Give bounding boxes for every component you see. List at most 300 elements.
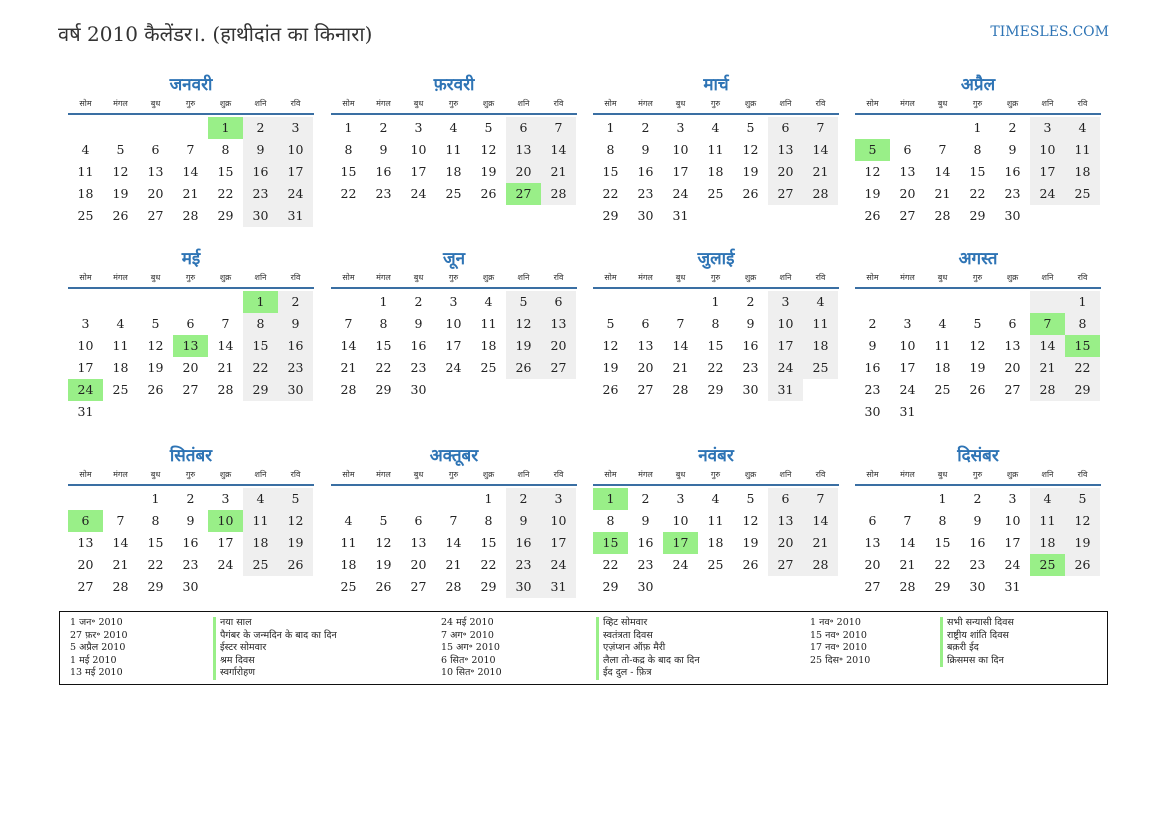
day-cell: 4 (484, 294, 493, 309)
day-cell: 18 (1030, 532, 1065, 554)
weekday-label: गुरु (972, 99, 983, 108)
day-cell: 30 (637, 579, 654, 594)
weekday-label: शुक्र (482, 273, 495, 282)
day-cell: 22 (147, 557, 164, 572)
day-cell: 14 (899, 535, 916, 550)
day-cell: 31 (899, 404, 916, 419)
empty-cell (855, 291, 890, 313)
day-grid (855, 117, 1101, 227)
day-cell: 4 (116, 316, 125, 331)
weekday-label: रवि (1077, 99, 1088, 108)
day-cell: 17 (541, 532, 576, 554)
weekday-label: रवि (815, 470, 826, 479)
day-cell: 28 (340, 382, 357, 397)
day-cell: 14 (541, 139, 576, 161)
day-cell: 24 (410, 186, 427, 201)
empty-cell (1030, 291, 1065, 313)
day-cell: 18 (112, 360, 129, 375)
day-cell: 26 (375, 579, 392, 594)
day-cell: 8 (344, 142, 353, 157)
day-cell: 9 (414, 316, 423, 331)
day-grid (855, 291, 1101, 423)
day-cell: 17 (278, 161, 313, 183)
day-cell: 6 (641, 316, 650, 331)
day-cell: 25 (77, 208, 94, 223)
day-cell: 19 (375, 557, 392, 572)
day-cell: 5 (855, 139, 890, 161)
day-cell: 6 (186, 316, 195, 331)
day-cell: 16 (243, 161, 278, 183)
weekday-label: रवि (553, 99, 564, 108)
day-cell: 25 (480, 360, 497, 375)
day-cell: 12 (375, 535, 392, 550)
day-cell: 13 (1004, 338, 1021, 353)
empty-cell (138, 291, 173, 313)
legend-date: 5 अप्रैल 2010 (70, 642, 126, 653)
day-cell: 15 (340, 164, 357, 179)
weekday-header (593, 468, 839, 486)
day-cell: 20 (637, 360, 654, 375)
day-cell: 31 (768, 379, 803, 401)
day-cell: 5 (973, 316, 982, 331)
weekday-label: शनि (254, 470, 267, 479)
day-cell: 29 (602, 579, 619, 594)
legend-date: 7 अग॰ 2010 (441, 629, 494, 641)
day-cell: 11 (112, 338, 129, 353)
day-cell: 26 (742, 557, 759, 572)
day-cell: 3 (449, 294, 458, 309)
weekday-header (855, 271, 1101, 289)
day-cell: 28 (1030, 379, 1065, 401)
day-cell: 11 (707, 142, 724, 157)
day-grid (593, 291, 839, 401)
day-cell: 15 (243, 335, 278, 357)
day-cell: 13 (506, 139, 541, 161)
day-cell: 9 (1008, 142, 1017, 157)
day-cell: 3 (768, 291, 803, 313)
day-cell: 7 (344, 316, 353, 331)
month-name: फ़रवरी (433, 75, 475, 95)
day-cell: 6 (68, 510, 103, 532)
day-cell: 24 (68, 379, 103, 401)
day-cell: 22 (217, 186, 234, 201)
day-cell: 30 (864, 404, 881, 419)
weekday-header (593, 97, 839, 115)
day-cell: 29 (602, 208, 619, 223)
day-cell: 9 (506, 510, 541, 532)
day-cell: 12 (742, 513, 759, 528)
day-cell: 4 (81, 142, 90, 157)
weekday-label: मंगल (900, 99, 915, 108)
weekday-label: शनि (254, 99, 267, 108)
day-cell: 12 (278, 510, 313, 532)
empty-cell (1030, 401, 1065, 423)
day-cell: 25 (1065, 183, 1100, 205)
weekday-label: शनि (517, 273, 530, 282)
month-name: अक्तूबर (429, 446, 479, 466)
day-cell: 11 (77, 164, 94, 179)
day-cell: 5 (506, 291, 541, 313)
day-cell: 14 (217, 338, 234, 353)
empty-cell (1065, 576, 1100, 598)
day-cell: 14 (182, 164, 199, 179)
day-cell: 8 (938, 513, 947, 528)
day-cell: 2 (746, 294, 755, 309)
day-cell: 11 (340, 535, 357, 550)
day-cell: 19 (506, 335, 541, 357)
day-cell: 27 (637, 382, 654, 397)
day-cell: 19 (969, 360, 986, 375)
day-cell: 27 (506, 183, 541, 205)
day-cell: 20 (899, 186, 916, 201)
day-cell: 5 (151, 316, 160, 331)
legend-holiday-name: ईद दुल - फ़ित्र (596, 667, 700, 680)
day-cell: 17 (663, 532, 698, 554)
weekday-label: शनि (1041, 470, 1054, 479)
weekday-label: शुक्र (744, 470, 757, 479)
legend-holiday-name: ईस्टर सोमवार (213, 642, 337, 655)
empty-cell (208, 576, 243, 598)
day-cell: 2 (379, 120, 388, 135)
legend-date: 13 मई 2010 (70, 667, 123, 678)
empty-cell (733, 205, 768, 227)
day-cell: 9 (973, 513, 982, 528)
legend-col3-dates (810, 617, 870, 667)
legend-col1-names (213, 617, 337, 680)
day-cell: 2 (641, 120, 650, 135)
day-cell: 21 (112, 557, 129, 572)
weekday-label: रवि (290, 273, 301, 282)
month-name: नवंबर (698, 446, 734, 466)
day-cell: 19 (742, 164, 759, 179)
day-cell: 15 (217, 164, 234, 179)
weekday-label: मंगल (900, 470, 915, 479)
weekday-label: गुरु (185, 99, 196, 108)
site-link[interactable]: TIMESLES.COM (990, 24, 1109, 40)
day-cell: 21 (899, 557, 916, 572)
weekday-label: रवि (815, 273, 826, 282)
month-calendar (331, 247, 577, 401)
month-name: मई (181, 249, 201, 269)
day-cell: 1 (379, 294, 388, 309)
day-cell: 25 (707, 186, 724, 201)
month-name: जनवरी (169, 75, 213, 95)
weekday-label: गुरु (972, 273, 983, 282)
day-cell: 9 (186, 513, 195, 528)
day-cell: 11 (1065, 139, 1100, 161)
legend-date: 10 सित॰ 2010 (441, 667, 502, 678)
month-calendar (855, 444, 1101, 598)
day-grid (593, 488, 839, 598)
day-cell: 1 (938, 491, 947, 506)
day-cell: 8 (243, 313, 278, 335)
day-cell: 23 (742, 360, 759, 375)
day-cell: 16 (182, 535, 199, 550)
day-cell: 15 (969, 164, 986, 179)
day-cell: 25 (934, 382, 951, 397)
day-cell: 2 (1008, 120, 1017, 135)
day-cell: 10 (1030, 139, 1065, 161)
weekday-label: बुध (675, 99, 686, 108)
day-cell: 26 (278, 554, 313, 576)
weekday-label: सोम (342, 99, 355, 108)
day-cell: 14 (803, 510, 838, 532)
empty-cell (628, 291, 663, 313)
weekday-label: शुक्र (219, 470, 232, 479)
day-cell: 5 (278, 488, 313, 510)
weekday-label: गुरु (710, 273, 721, 282)
day-cell: 30 (969, 579, 986, 594)
day-cell: 26 (602, 382, 619, 397)
empty-cell (855, 117, 890, 139)
day-cell: 13 (768, 139, 803, 161)
day-cell: 23 (506, 554, 541, 576)
day-cell: 2 (186, 491, 195, 506)
day-cell: 5 (116, 142, 125, 157)
day-cell: 29 (147, 579, 164, 594)
day-cell: 12 (742, 142, 759, 157)
day-cell: 15 (375, 338, 392, 353)
weekday-label: बुध (937, 273, 948, 282)
weekday-label: गुरु (710, 99, 721, 108)
weekday-header (68, 271, 314, 289)
month-calendar (331, 73, 577, 205)
weekday-label: गुरु (448, 470, 459, 479)
day-cell: 3 (903, 316, 912, 331)
day-cell: 27 (899, 208, 916, 223)
day-cell: 7 (116, 513, 125, 528)
empty-cell (960, 291, 995, 313)
day-cell: 8 (221, 142, 230, 157)
day-cell: 30 (243, 205, 278, 227)
day-cell: 15 (593, 532, 628, 554)
day-cell: 30 (278, 379, 313, 401)
day-cell: 4 (711, 491, 720, 506)
weekday-label: शनि (779, 470, 792, 479)
day-cell: 8 (606, 513, 615, 528)
day-cell: 18 (707, 164, 724, 179)
day-grid (331, 117, 577, 205)
weekday-label: गुरु (185, 470, 196, 479)
weekday-label: मंगल (638, 470, 653, 479)
day-cell: 16 (969, 535, 986, 550)
weekday-label: बुध (675, 273, 686, 282)
day-cell: 7 (186, 142, 195, 157)
month-calendar (593, 444, 839, 598)
day-cell: 1 (484, 491, 493, 506)
day-cell: 17 (1030, 161, 1065, 183)
day-cell: 22 (969, 186, 986, 201)
day-cell: 23 (864, 382, 881, 397)
day-cell: 10 (768, 313, 803, 335)
day-cell: 29 (707, 382, 724, 397)
day-cell: 26 (864, 208, 881, 223)
day-cell: 3 (1030, 117, 1065, 139)
empty-cell (960, 401, 995, 423)
weekday-label: शुक्र (482, 99, 495, 108)
weekday-label: बुध (413, 273, 424, 282)
day-cell: 17 (672, 164, 689, 179)
weekday-label: मंगल (376, 273, 391, 282)
day-cell: 29 (1065, 379, 1100, 401)
day-cell: 8 (711, 316, 720, 331)
day-cell: 1 (151, 491, 160, 506)
weekday-label: बुध (150, 470, 161, 479)
day-cell: 21 (934, 186, 951, 201)
day-cell: 16 (506, 532, 541, 554)
day-cell: 1 (243, 291, 278, 313)
day-cell: 28 (182, 208, 199, 223)
empty-cell (331, 488, 366, 510)
day-cell: 1 (711, 294, 720, 309)
day-cell: 24 (672, 557, 689, 572)
day-cell: 9 (868, 338, 877, 353)
day-cell: 17 (410, 164, 427, 179)
day-cell: 11 (934, 338, 951, 353)
legend-holiday-name: एज़ंप्शन ऑफ़ मैरी (596, 642, 700, 655)
day-cell: 15 (480, 535, 497, 550)
empty-cell (698, 576, 733, 598)
day-cell: 13 (864, 535, 881, 550)
month-calendar (68, 444, 314, 598)
day-cell: 22 (1065, 357, 1100, 379)
day-cell: 17 (217, 535, 234, 550)
month-name: मार्च (703, 75, 729, 95)
day-cell: 4 (1065, 117, 1100, 139)
day-cell: 4 (344, 513, 353, 528)
empty-cell (68, 488, 103, 510)
month-name: दिसंबर (957, 446, 999, 466)
day-cell: 30 (1004, 208, 1021, 223)
day-cell: 7 (1030, 313, 1065, 335)
day-cell: 22 (243, 357, 278, 379)
legend-holiday-name: क्रिसमस का दिन (940, 655, 1014, 668)
weekday-label: बुध (675, 470, 686, 479)
weekday-label: शुक्र (744, 273, 757, 282)
day-cell: 22 (340, 186, 357, 201)
day-cell: 9 (641, 513, 650, 528)
day-cell: 30 (637, 208, 654, 223)
month-calendar (68, 247, 314, 423)
weekday-label: बुध (937, 99, 948, 108)
day-cell: 25 (445, 186, 462, 201)
day-cell: 4 (449, 120, 458, 135)
day-cell: 14 (340, 338, 357, 353)
day-cell: 6 (541, 291, 576, 313)
day-cell: 29 (934, 579, 951, 594)
weekday-label: सोम (604, 99, 617, 108)
day-cell: 9 (278, 313, 313, 335)
day-cell: 26 (480, 186, 497, 201)
day-cell: 29 (375, 382, 392, 397)
empty-cell (173, 401, 208, 423)
day-cell: 12 (969, 338, 986, 353)
day-cell: 19 (278, 532, 313, 554)
legend-holiday-name: स्वर्गारोहण (213, 667, 337, 680)
day-cell: 27 (182, 382, 199, 397)
weekday-label: मंगल (113, 273, 128, 282)
weekday-label: शुक्र (219, 273, 232, 282)
month-name: अप्रैल (960, 75, 996, 95)
day-cell: 13 (637, 338, 654, 353)
day-cell: 24 (541, 554, 576, 576)
day-cell: 22 (375, 360, 392, 375)
empty-cell (803, 379, 838, 401)
day-cell: 23 (969, 557, 986, 572)
day-cell: 23 (375, 186, 392, 201)
weekday-label: मंगल (376, 99, 391, 108)
day-cell: 17 (445, 338, 462, 353)
day-cell: 28 (112, 579, 129, 594)
day-cell: 9 (746, 316, 755, 331)
legend-holiday-name: सभी सन्यासी दिवस (940, 617, 1014, 630)
day-cell: 8 (484, 513, 493, 528)
empty-cell (138, 117, 173, 139)
day-cell: 24 (768, 357, 803, 379)
month-calendar (855, 73, 1101, 227)
day-cell: 16 (410, 338, 427, 353)
day-cell: 5 (379, 513, 388, 528)
day-cell: 19 (742, 535, 759, 550)
day-cell: 12 (112, 164, 129, 179)
legend-date: 15 अग॰ 2010 (441, 642, 500, 653)
day-cell: 29 (243, 379, 278, 401)
empty-cell (803, 576, 838, 598)
day-cell: 6 (1008, 316, 1017, 331)
empty-cell (103, 117, 138, 139)
empty-cell (278, 401, 313, 423)
day-cell: 27 (1004, 382, 1021, 397)
day-cell: 29 (217, 208, 234, 223)
day-cell: 15 (934, 535, 951, 550)
day-cell: 7 (903, 513, 912, 528)
day-cell: 21 (803, 532, 838, 554)
day-cell: 7 (676, 316, 685, 331)
day-cell: 15 (1065, 335, 1100, 357)
day-cell: 1 (973, 120, 982, 135)
day-cell: 27 (864, 579, 881, 594)
day-cell: 22 (602, 186, 619, 201)
empty-cell (1065, 205, 1100, 227)
day-cell: 20 (147, 186, 164, 201)
day-grid (68, 291, 314, 423)
day-grid (593, 117, 839, 227)
legend-holiday-name: बक़री ईद (940, 642, 1014, 655)
empty-cell (995, 401, 1030, 423)
day-cell: 17 (1004, 535, 1021, 550)
day-cell: 8 (1065, 313, 1100, 335)
day-cell: 11 (243, 510, 278, 532)
day-cell: 6 (506, 117, 541, 139)
weekday-label: रवि (1077, 273, 1088, 282)
day-cell: 16 (637, 535, 654, 550)
day-cell: 30 (742, 382, 759, 397)
weekday-header (331, 271, 577, 289)
day-cell: 15 (707, 338, 724, 353)
weekday-header (331, 468, 577, 486)
day-cell: 5 (746, 120, 755, 135)
legend-date: 1 जन॰ 2010 (70, 617, 123, 628)
day-cell: 28 (803, 183, 838, 205)
month-calendar (593, 247, 839, 401)
day-cell: 18 (480, 338, 497, 353)
day-cell: 27 (147, 208, 164, 223)
day-cell: 24 (899, 382, 916, 397)
weekday-label: रवि (815, 99, 826, 108)
day-cell: 21 (445, 557, 462, 572)
weekday-label: बुध (413, 470, 424, 479)
empty-cell (243, 401, 278, 423)
